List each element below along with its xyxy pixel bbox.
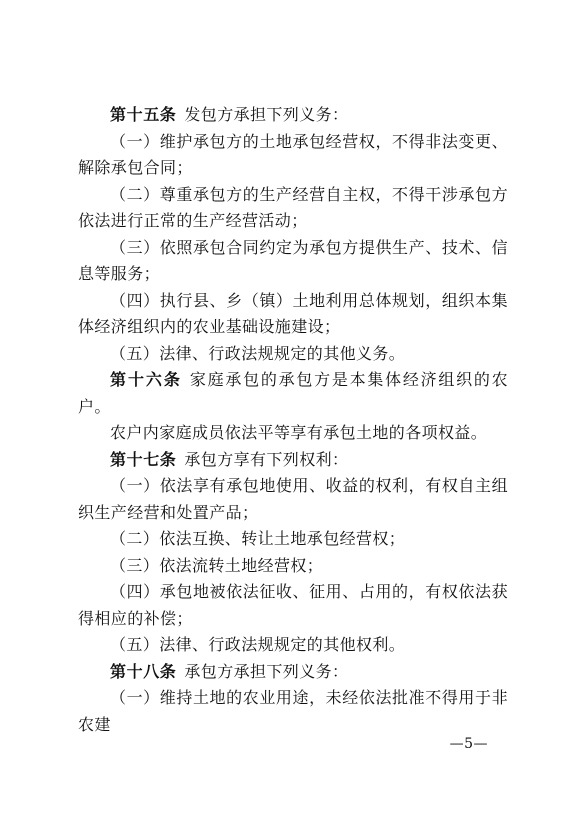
- article-17-heading: [78, 447, 508, 474]
- article-17-item-1: （一）依法享有承包地使用、收益的权利，有权自主组织生产经营和处置产品；: [78, 476, 508, 522]
- article-text: 承包方承担下列义务：: [184, 661, 349, 681]
- article-title: 第十五条: [110, 105, 177, 124]
- article-18-heading: [78, 659, 508, 686]
- article-title: 第十八条: [110, 661, 177, 681]
- article-17-item-5: （五）法律、行政法规规定的其他权利。: [110, 635, 406, 654]
- article-16-heading: [78, 367, 508, 420]
- article-15-item-5: （五）法律、行政法规规定的其他义务。: [110, 343, 406, 363]
- article-15-heading: [78, 102, 508, 129]
- article-15-item-2: （二）尊重承包方的生产经营自主权，不得干涉承包方依法进行正常的生产经营活动；: [78, 184, 508, 230]
- article-text: 承包方享有下列权利：: [184, 449, 349, 469]
- article-title: 第十七条: [110, 449, 177, 469]
- article-text: 发包方承担下列义务：: [184, 105, 349, 124]
- article-text: 家庭承包的承包方是本集体经济组织的农户。: [78, 370, 508, 416]
- article-title: 第十六条: [110, 370, 182, 389]
- document-body: [78, 102, 508, 738]
- article-17-item-4: （四）承包地被依法征收、征用、占用的，有权依法获得相应的补偿；: [78, 582, 508, 628]
- article-17-item-2: （二）依法互换、转让土地承包经营权；: [110, 529, 406, 548]
- article-18-item-1: （一）维持土地的农业用途，未经依法批准不得用于非农建: [78, 688, 508, 734]
- article-15-item-3: （三）依照承包合同约定为承包方提供生产、技术、信息等服务；: [78, 237, 508, 283]
- article-17-item-3: （三）依法流转土地经营权；: [110, 555, 324, 575]
- page-number: —5—: [449, 736, 488, 752]
- article-15-item-4: （四）执行县、乡（镇）土地利用总体规划，组织本集体经济组织内的农业基础设施建设；: [78, 290, 508, 336]
- article-16-item-1: 农户内家庭成员依法平等享有承包土地的各项权益。: [110, 423, 488, 442]
- article-15-item-1: （一）维护承包方的土地承包经营权，不得非法变更、解除承包合同；: [78, 131, 508, 177]
